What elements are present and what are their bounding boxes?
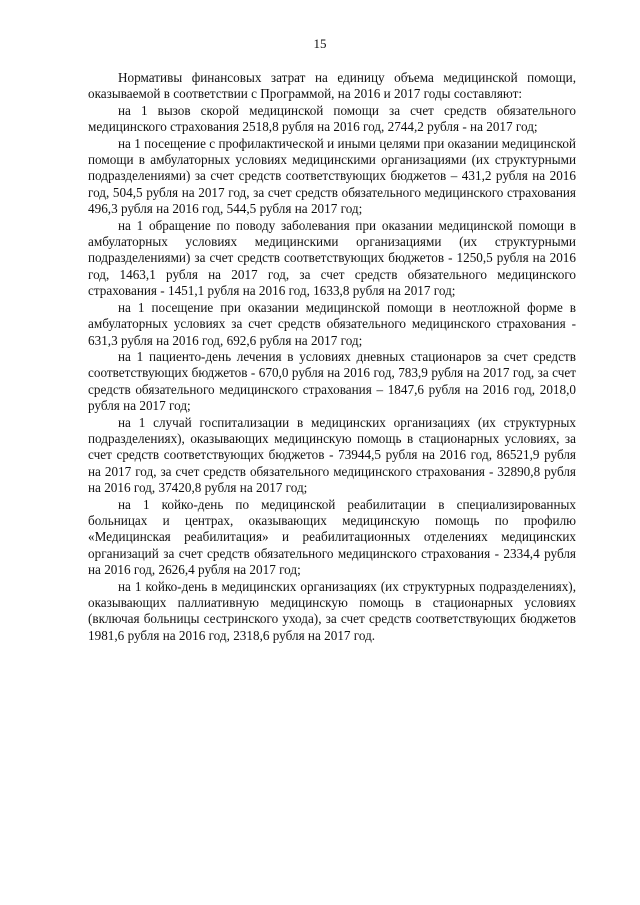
paragraph-preventive-visit: на 1 посещение с профилактической и иными целями при оказании медицинской помощи в амбулаторных условиях медицинскими организациями (их структурными подразделениями) за счет средств соответствующих бюджетов – 431,2 рубля на 2016 год, 504,5 рубля на 2017 год, за счет средств обязательного медицинского страхования 496,3 рубля на 2016 год, 544,5 рубля на 2017 год; — [88, 135, 576, 217]
page-number: 15 — [313, 36, 327, 51]
paragraph-disease-appeal: на 1 обращение по поводу заболевания при оказании медицинской помощи в амбулаторных условиях медицинскими организациями (их структурными подразделениями) за счет средств соответствующих бюджетов - 1250,5 рубля на 2016 год, 1463,1 рубля на 2017 год, за счет средств обязательного медицинского страхования - 1451,1 рубля на 2016 год, 1633,8 рубля на 2017 год; — [88, 217, 576, 299]
paragraph-day-hospital: на 1 пациенто-день лечения в условиях дневных стационаров за счет средств соответствующих бюджетов - 670,0 рубля на 2016 год, 783,9 рубля на 2017 год, за счет средств обязательного медицинского страхования – 1847,6 рубля на 2016 год, 2018,0 рубля на 2017 год; — [88, 348, 576, 414]
document-body — [88, 70, 576, 644]
paragraph-ambulance-call: на 1 вызов скорой медицинской помощи за счет средств обязательного медицинского страхования 2518,8 рубля на 2016 год, 2744,2 рубля - на 2017 год; — [88, 102, 576, 135]
paragraph-urgent-visit: на 1 посещение при оказании медицинской помощи в неотложной форме в амбулаторных условиях за счет средств обязательного медицинского страхования - 631,3 рубля на 2016 год, 692,6 рубля на 2017 год; — [88, 299, 576, 348]
paragraph-palliative-bed-day: на 1 койко-день в медицинских организациях (их структурных подразделениях), оказывающих паллиативную медицинскую помощь в стационарных условиях (включая больницы сестринского ухода), за счет средств соответствующих бюджетов 1981,6 рубля на 2016 год, 2318,6 рубля на 2017 год. — [88, 578, 576, 643]
paragraph-intro: Нормативы финансовых затрат на единицу объема медицинской помощи, оказываемой в соответствии с Программой, на 2016 и 2017 годы составляют: — [88, 70, 576, 102]
paragraph-rehabilitation-bed-day: на 1 койко-день по медицинской реабилитации в специализированных больницах и центрах, оказывающих медицинскую помощь по профилю «Медицинская реабилитация» и реабилитационных отделениях медицинских организаций за счет средств обязательного медицинского страхования - 2334,4 рубля на 2016 год, 2626,4 рубля на 2017 год; — [88, 496, 576, 578]
paragraph-hospitalization-case: на 1 случай госпитализации в медицинских организациях (их структурных подразделениях), оказывающих медицинскую помощь в стационарных условиях, за счет средств соответствующих бюджетов - 73944,5 рубля на 2016 год, 86521,9 рубля на 2017 год, за счет средств обязательного медицинского страхования - 32890,8 рубля на 2016 год, 37420,8 рубля на 2017 год; — [88, 414, 576, 496]
